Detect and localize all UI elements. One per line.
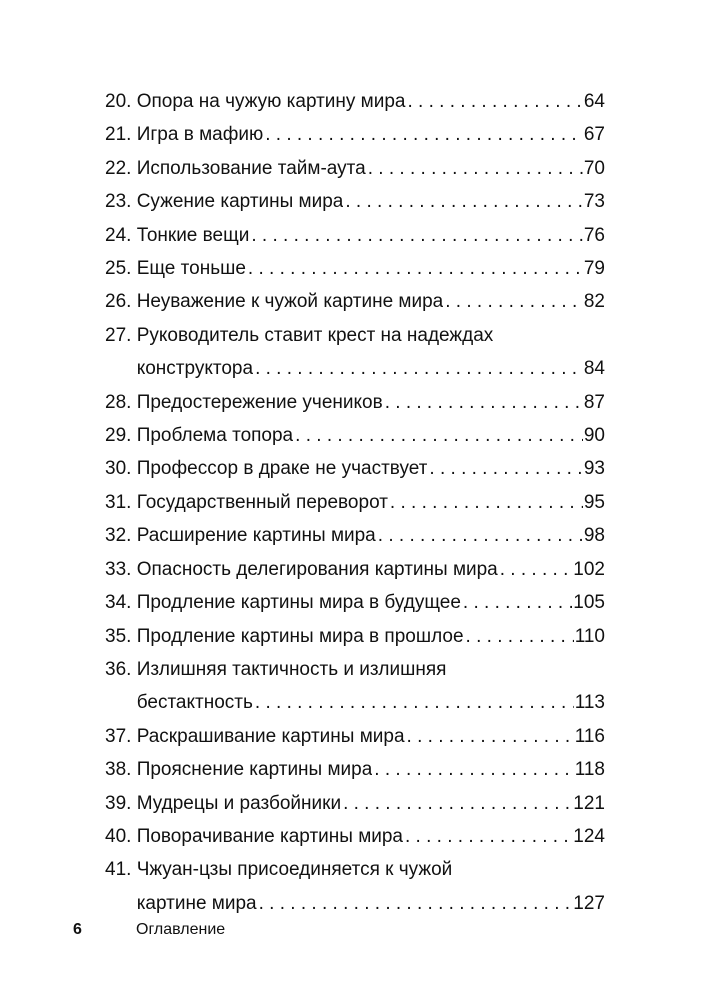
toc-entry: [105, 219, 605, 252]
toc-entry-page: 76: [583, 224, 605, 246]
page-footer: [73, 921, 225, 939]
toc-entry-page: 121: [573, 792, 605, 814]
toc-entry-title-line: картине мира: [136, 892, 257, 914]
dot-leader: [383, 386, 583, 419]
toc-entry: [105, 653, 605, 720]
toc-entry-title-line: Предостережение учеников: [136, 391, 383, 413]
toc-entry: [105, 787, 605, 820]
page-number: 6: [73, 921, 82, 938]
toc-entry-title-line: Опасность делегирования картины мира: [136, 558, 498, 580]
toc-entry-title-line: Чжуан-цзы присоединяется к чужой: [136, 859, 453, 881]
dot-leader: [461, 586, 572, 619]
dot-leader: [427, 452, 582, 485]
toc-entry-title-line: Опора на чужую картину мира: [136, 91, 406, 112]
toc-entry-title-line: Государственный переворот: [136, 491, 388, 513]
toc-entry-title-line: Профессор в драке не участвует: [136, 458, 428, 480]
toc-entry-title-line: Раскрашивание картины мира: [136, 725, 405, 747]
toc-entry: [105, 285, 605, 318]
running-title: Оглавление: [136, 921, 226, 938]
toc-entry-number: 26.: [105, 291, 137, 313]
dot-leader: [376, 519, 583, 552]
toc-entry-title-line: Неуважение к чужой картине мира: [136, 291, 444, 313]
toc-entry-page: 90: [583, 425, 605, 447]
toc-entry-title-line: Расширение картины мира: [136, 525, 376, 547]
dot-leader: [246, 252, 583, 285]
toc-entry-number: 38.: [105, 759, 137, 781]
dot-leader: [253, 352, 583, 385]
toc-entry-number: 33.: [105, 558, 137, 580]
toc-entry-title-line: Сужение картины мира: [136, 191, 344, 213]
toc-entry-number: 22.: [105, 157, 137, 179]
dot-leader: [405, 720, 574, 753]
toc-entry-number: 29.: [105, 425, 137, 447]
toc-entry-number: 39.: [105, 792, 137, 814]
toc-entry-title-line: конструктора: [136, 358, 254, 380]
dot-leader: [263, 118, 583, 151]
toc-entry: [105, 753, 605, 786]
toc-entry-number: 41.: [105, 859, 137, 881]
toc-entry: [105, 486, 605, 519]
toc-entry: [105, 386, 605, 419]
toc-entry-title-line: Излишняя тактичность и излишняя: [136, 658, 447, 680]
toc-entry-title-line: Еще тоньше: [136, 258, 246, 280]
dot-leader: [403, 820, 572, 853]
dot-leader: [343, 185, 582, 218]
toc-entry: [105, 620, 605, 653]
toc-entry-page: 79: [583, 258, 605, 280]
toc-entry-title-line: Продление картины мира в будущее: [136, 592, 461, 614]
toc-entry-page: 82: [583, 291, 605, 313]
toc-entry-number: 40.: [105, 825, 137, 847]
dot-leader: [388, 486, 583, 519]
dot-leader: [372, 753, 573, 786]
toc-entry: [105, 252, 605, 285]
toc-entry: [105, 452, 605, 485]
toc-entry-number: 37.: [105, 725, 137, 747]
dot-leader: [341, 787, 572, 820]
toc-entry-page: 113: [574, 692, 605, 714]
dot-leader: [443, 285, 583, 318]
toc-entry-page: 118: [574, 759, 605, 781]
dot-leader: [498, 553, 573, 586]
toc-entry-title-line: Тонкие вещи: [136, 224, 250, 246]
toc-entry-number: 32.: [105, 525, 137, 547]
toc-entry-number: 35.: [105, 625, 137, 647]
toc-entry-page: 116: [574, 725, 605, 747]
dot-leader: [249, 219, 583, 252]
toc-entry: [105, 85, 605, 118]
toc-entry-page: 70: [583, 157, 605, 179]
dot-leader: [406, 85, 583, 118]
dot-leader: [253, 686, 574, 719]
toc-entry-page: 102: [573, 558, 605, 580]
toc-entry-page: 110: [574, 625, 605, 647]
toc-entry-title-line: Поворачивание картины мира: [136, 825, 403, 847]
toc-entry-title-line: Мудрецы и разбойники: [136, 792, 342, 814]
table-of-contents: [105, 85, 605, 920]
toc-entry-title-line: Продление картины мира в прошлое: [136, 625, 464, 647]
toc-entry-page: 64: [583, 91, 605, 112]
toc-entry-number: 24.: [105, 224, 137, 246]
toc-entry-page: 98: [583, 525, 605, 547]
dot-leader: [293, 419, 583, 452]
dot-leader: [257, 887, 573, 920]
toc-entry-number: 36.: [105, 658, 137, 680]
toc-entry-title-line: Проблема топора: [136, 425, 294, 447]
toc-entry-number: 30.: [105, 458, 137, 480]
toc-entry-number: 23.: [105, 191, 137, 213]
toc-entry: [105, 586, 605, 619]
toc-entry: [105, 720, 605, 753]
dot-leader: [464, 620, 574, 653]
toc-entry-title-line: бестактность: [136, 692, 253, 714]
toc-entry-page: 73: [583, 191, 605, 213]
toc-entry-page: 95: [583, 491, 605, 513]
toc-entry-number: 20.: [105, 91, 137, 112]
toc-entry-number: 31.: [105, 491, 137, 513]
toc-entry-page: 127: [573, 892, 605, 914]
toc-entry-page: 93: [583, 458, 605, 480]
toc-entry-page: 67: [583, 124, 605, 146]
toc-entry: [105, 152, 605, 185]
toc-entry-title-line: Использование тайм-аута: [136, 157, 366, 179]
toc-entry-number: 34.: [105, 592, 137, 614]
toc-entry: [105, 185, 605, 218]
toc-entry-page: 105: [573, 592, 605, 614]
toc-entry: [105, 519, 605, 552]
toc-entry-title-line: Руководитель ставит крест на надеждах: [136, 324, 494, 346]
toc-entry: [105, 553, 605, 586]
dot-leader: [366, 152, 583, 185]
toc-entry-number: 21.: [105, 124, 137, 146]
toc-entry-number: 28.: [105, 391, 137, 413]
toc-entry-title-line: Прояснение картины мира: [136, 759, 373, 781]
toc-entry: [105, 419, 605, 452]
toc-entry: [105, 319, 605, 386]
toc-entry-page: 124: [573, 825, 605, 847]
toc-entry-number: 25.: [105, 258, 137, 280]
toc-entry-title-line: Игра в мафию: [136, 124, 264, 146]
toc-entry-number: 27.: [105, 324, 137, 346]
toc-entry: [105, 820, 605, 853]
toc-entry-page: 87: [583, 391, 605, 413]
toc-entry: [105, 853, 605, 920]
toc-entry: [105, 118, 605, 151]
toc-entry-page: 84: [583, 358, 605, 380]
